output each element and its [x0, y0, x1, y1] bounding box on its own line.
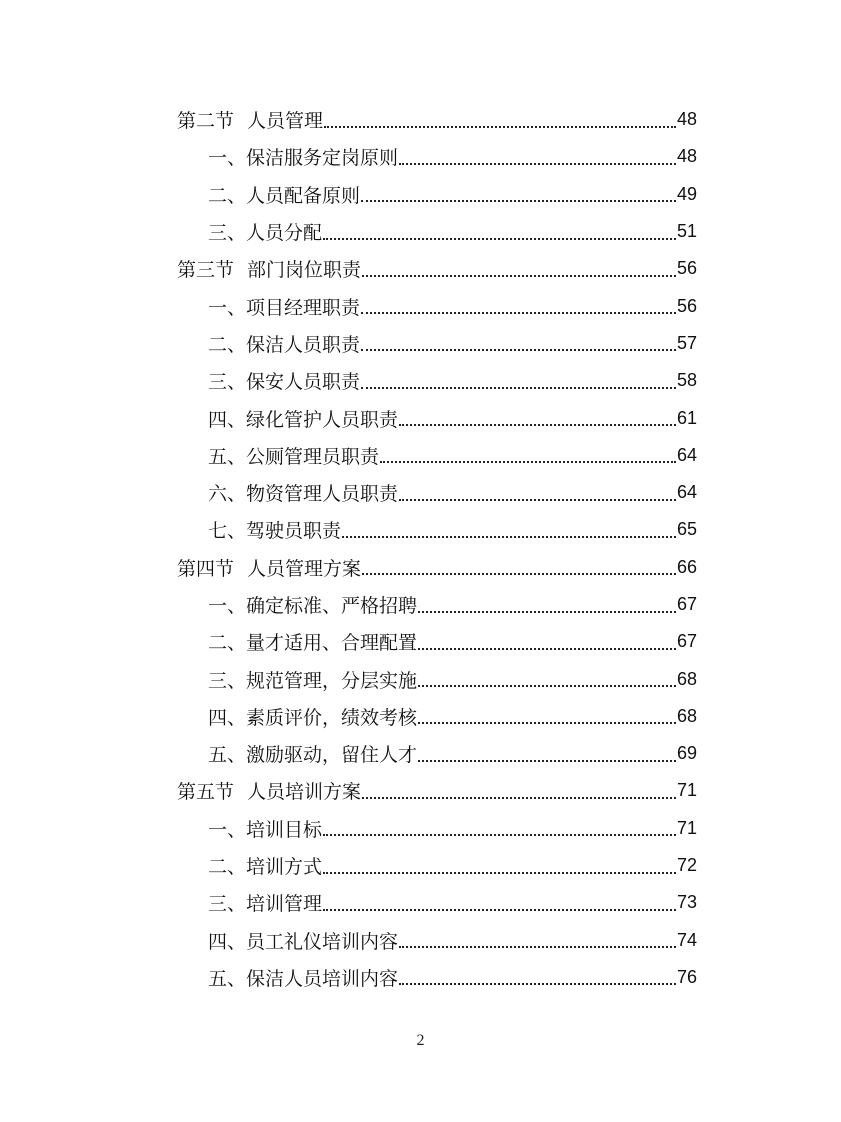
toc-entry-title: 确定标准、严格招聘 — [246, 595, 418, 617]
toc-section-entry[interactable] — [177, 250, 697, 287]
toc-page-number: 56 — [676, 258, 697, 279]
toc-entry-prefix: 四、 — [208, 408, 247, 431]
toc-entry-label — [208, 666, 417, 693]
toc-entry-label — [177, 255, 361, 282]
toc-page-number: 65 — [676, 519, 697, 540]
toc-section-entry[interactable] — [177, 772, 697, 809]
toc-entry-title: 人员管理方案 — [247, 557, 362, 580]
toc-entry-title: 员工礼仪培训内容 — [246, 930, 399, 953]
toc-subsection-entry[interactable] — [177, 362, 697, 399]
toc-dot-leader — [361, 200, 676, 202]
table-of-contents — [177, 101, 697, 996]
toc-entry-prefix: 五、 — [208, 445, 247, 468]
toc-entry-title: 人员分配 — [246, 222, 323, 245]
toc-page-number: 68 — [676, 668, 697, 689]
toc-dot-leader — [418, 648, 676, 650]
toc-dot-leader — [324, 126, 676, 128]
toc-entry-label — [177, 777, 361, 804]
toc-entry-title: 保洁人员职责 — [246, 333, 361, 356]
toc-dot-leader — [399, 946, 676, 948]
toc-subsection-entry[interactable] — [177, 959, 697, 996]
toc-entry-title: 保洁服务定岗原则 — [246, 147, 399, 170]
toc-page-number: 48 — [676, 146, 697, 167]
toc-dot-leader — [361, 312, 676, 314]
toc-dot-leader — [362, 797, 676, 799]
toc-entry-label — [208, 964, 398, 991]
page-number: 2 — [416, 1032, 425, 1049]
toc-page-number: 64 — [676, 444, 697, 465]
toc-entry-prefix: 第四节 — [177, 557, 235, 580]
toc-entry-prefix: 一、 — [208, 595, 247, 617]
toc-entry-prefix: 一、 — [208, 147, 247, 170]
toc-entry-label — [208, 628, 417, 655]
toc-entry-title: 绿化管护人员职责 — [246, 408, 399, 431]
toc-entry-prefix: 三、 — [208, 222, 247, 245]
toc-entry-label — [208, 218, 322, 245]
toc-page-number: 64 — [676, 482, 697, 503]
toc-page-number: 67 — [676, 594, 697, 614]
toc-dot-leader — [418, 685, 676, 687]
toc-page-number: 71 — [676, 780, 697, 801]
toc-page-number: 73 — [676, 892, 697, 913]
toc-page-number: 51 — [676, 221, 697, 242]
toc-entry-title: 保安人员职责 — [246, 371, 361, 394]
toc-dot-leader — [418, 760, 676, 762]
toc-entry-prefix: 六、 — [208, 483, 247, 506]
toc-page-number: 71 — [676, 817, 697, 838]
toc-entry-title: 量才适用、合理配置 — [246, 632, 418, 655]
toc-dot-leader — [418, 611, 676, 613]
toc-entry-title: 项目经理职责 — [246, 296, 361, 319]
toc-entry-title: 物资管理人员职责 — [246, 483, 399, 506]
toc-subsection-entry[interactable] — [177, 847, 697, 884]
toc-subsection-entry[interactable] — [177, 287, 697, 324]
toc-page-number: 72 — [676, 855, 697, 876]
toc-entry-label — [208, 927, 398, 954]
toc-dot-leader — [380, 461, 676, 463]
toc-page-number: 57 — [676, 332, 697, 353]
toc-entry-prefix: 一、 — [208, 818, 247, 841]
toc-page-number: 74 — [676, 929, 697, 950]
toc-subsection-entry[interactable] — [177, 810, 697, 847]
toc-entry-title: 激励驱动，留住人才 — [246, 744, 418, 767]
toc-entry-label — [208, 889, 322, 916]
toc-entry-title: 培训方式 — [246, 856, 323, 879]
toc-entry-title: 人员管理 — [247, 110, 324, 133]
toc-entry-title: 素质评价，绩效考核 — [246, 706, 418, 729]
toc-subsection-entry[interactable] — [177, 735, 697, 772]
toc-dot-leader — [323, 834, 676, 836]
toc-subsection-entry[interactable] — [177, 884, 697, 921]
toc-page-number: 58 — [676, 370, 697, 391]
toc-entry-label — [208, 367, 360, 394]
toc-subsection-entry[interactable] — [177, 138, 697, 175]
toc-entry-label — [208, 330, 360, 357]
toc-entry-prefix: 三、 — [208, 669, 247, 692]
toc-dot-leader — [323, 909, 676, 911]
toc-dot-leader — [362, 573, 676, 575]
toc-entry-label — [208, 591, 417, 618]
toc-dot-leader — [418, 722, 676, 724]
toc-entry-label — [208, 293, 360, 320]
toc-entry-title: 规范管理，分层实施 — [246, 669, 418, 692]
toc-entry-prefix: 一、 — [208, 296, 247, 319]
toc-subsection-entry[interactable] — [177, 437, 697, 474]
toc-entry-label — [208, 852, 322, 879]
toc-page-number: 66 — [676, 556, 697, 577]
toc-entry-label — [177, 106, 323, 133]
toc-entry-prefix: 第三节 — [177, 259, 235, 282]
toc-subsection-entry[interactable] — [177, 511, 697, 548]
toc-entry-title: 人员培训方案 — [247, 781, 362, 804]
toc-entry-label — [208, 740, 417, 767]
toc-dot-leader — [361, 349, 676, 351]
toc-entry-label — [208, 815, 322, 842]
toc-dot-leader — [399, 983, 676, 985]
toc-dot-leader — [323, 872, 676, 874]
toc-dot-leader — [342, 536, 676, 538]
toc-page-number: 48 — [676, 109, 697, 130]
toc-entry-title: 保洁人员培训内容 — [246, 967, 399, 990]
toc-page-number: 67 — [676, 631, 697, 652]
toc-page-number: 69 — [676, 743, 697, 764]
toc-subsection-entry[interactable] — [177, 213, 697, 250]
toc-section-entry[interactable] — [177, 101, 697, 138]
toc-entry-title: 培训目标 — [246, 818, 323, 841]
toc-entry-label — [208, 442, 379, 469]
toc-entry-label — [177, 554, 361, 581]
toc-entry-prefix: 第五节 — [177, 781, 235, 804]
toc-entry-title: 培训管理 — [246, 893, 323, 916]
toc-entry-prefix: 七、 — [208, 520, 247, 543]
toc-entry-prefix: 五、 — [208, 967, 247, 990]
toc-entry-label — [208, 181, 360, 208]
toc-entry-label — [208, 479, 398, 506]
toc-dot-leader — [399, 499, 676, 501]
toc-entry-prefix: 二、 — [208, 333, 247, 356]
toc-subsection-entry[interactable] — [177, 922, 697, 959]
toc-subsection-entry[interactable] — [177, 325, 697, 362]
toc-entry-prefix: 第二节 — [177, 110, 235, 133]
toc-entry-title: 人员配备原则 — [246, 184, 361, 207]
toc-entry-label — [208, 143, 398, 170]
toc-entry-prefix: 二、 — [208, 856, 247, 879]
toc-entry-title: 公厕管理员职责 — [246, 445, 380, 468]
toc-subsection-entry[interactable] — [177, 623, 697, 660]
toc-dot-leader — [399, 424, 676, 426]
toc-page-number: 76 — [676, 966, 697, 987]
toc-entry-label — [208, 516, 341, 543]
toc-dot-leader — [399, 163, 676, 165]
toc-dot-leader — [362, 275, 676, 277]
toc-dot-leader — [361, 387, 676, 389]
toc-subsection-entry[interactable] — [177, 698, 697, 735]
toc-subsection-entry[interactable] — [177, 660, 697, 697]
toc-entry-prefix: 二、 — [208, 184, 247, 207]
toc-entry-prefix: 五、 — [208, 744, 247, 767]
toc-page-number: 68 — [676, 705, 697, 726]
toc-entry-prefix: 三、 — [208, 893, 247, 916]
toc-entry-title: 驾驶员职责 — [246, 520, 342, 543]
toc-entry-prefix: 二、 — [208, 632, 247, 655]
toc-entry-prefix: 四、 — [208, 930, 247, 953]
toc-page-number: 61 — [676, 407, 697, 428]
toc-dot-leader — [323, 238, 676, 240]
toc-page-number: 49 — [676, 183, 697, 204]
toc-entry-prefix: 三、 — [208, 371, 247, 394]
toc-entry-label — [208, 703, 417, 730]
toc-entry-prefix: 四、 — [208, 706, 247, 729]
toc-subsection-entry[interactable] — [177, 586, 697, 623]
toc-subsection-entry[interactable] — [177, 474, 697, 511]
toc-section-entry[interactable] — [177, 549, 697, 586]
toc-entry-title: 部门岗位职责 — [247, 259, 362, 282]
toc-subsection-entry[interactable] — [177, 176, 697, 213]
toc-page-number: 56 — [676, 295, 697, 316]
toc-entry-label — [208, 405, 398, 432]
toc-subsection-entry[interactable] — [177, 399, 697, 436]
